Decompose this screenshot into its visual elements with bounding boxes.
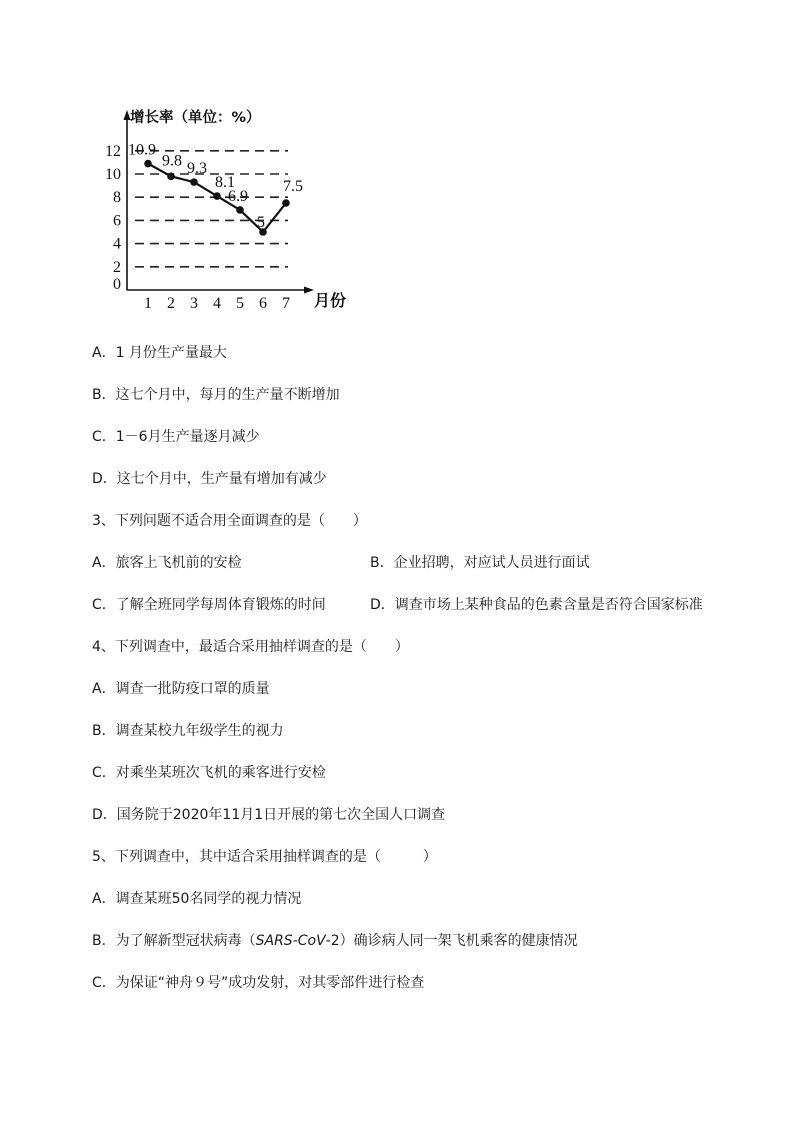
x-axis-arrow (304, 287, 314, 294)
data-label: 9.8 (162, 152, 182, 170)
q5-option-b (92, 931, 578, 951)
y-tick-label: 8 (113, 189, 121, 207)
q3-option-b: B．企业招聘，对应试人员进行面试 (370, 555, 590, 571)
data-point (282, 199, 290, 207)
data-label: 5 (257, 214, 265, 231)
y-axis-title: 增长率（单位：%） (130, 110, 261, 126)
q5-option-a: A．调查某班50名同学的视力情况 (92, 891, 302, 907)
q5-option-c: C．为保证“神舟９号”成功发射，对其零部件进行检查 (92, 975, 425, 991)
y-tick-label: 10 (105, 166, 121, 183)
q4-stem: 4、下列调查中，最适合采用抽样调查的是（ ） (92, 639, 409, 655)
data-point (236, 206, 244, 214)
data-point (167, 173, 175, 181)
q5-virus-code: SARS-CoV (255, 933, 326, 949)
x-tick-label: 3 (190, 295, 198, 312)
q2-option-d: D．这七个月中，生产量有增加有减少 (92, 471, 327, 487)
q3-option-d: D．调查市场上某种食品的色素含量是否符合国家标准 (370, 597, 703, 613)
data-label: 7.5 (283, 178, 303, 195)
x-tick-label: 7 (282, 295, 290, 312)
data-label: 9.3 (187, 160, 207, 178)
y-tick-label: 4 (113, 235, 121, 253)
data-point (190, 178, 198, 186)
y-tick-label: 12 (105, 142, 121, 160)
q4-option-b: B．调查某校九年级学生的视力 (92, 723, 284, 739)
q5-stem: 5、下列调查中，其中适合采用抽样调查的是（ ） (92, 849, 437, 865)
x-tick-label: 4 (213, 295, 221, 312)
q4-option-d: D．国务院于2020年11月1日开展的第七次全国人口调查 (92, 807, 446, 823)
q4-option-c: C．对乘坐某班次飞机的乘客进行安检 (92, 765, 326, 781)
data-label: 6.9 (228, 187, 248, 205)
x-tick-label: 2 (167, 295, 175, 312)
q3-option-a: A．旅客上飞机前的安检 (92, 555, 242, 571)
q2-option-b: B．这七个月中，每月的生产量不断增加 (92, 387, 340, 403)
data-point (213, 192, 221, 200)
q5-option-b-end: -2）确诊病人同一架飞机乘客的健康情况 (325, 933, 578, 949)
x-axis-title: 月份 (314, 291, 347, 310)
y-tick-label: 6 (113, 212, 121, 230)
x-tick-label: 5 (236, 295, 244, 312)
y-tick-label: 2 (113, 258, 121, 276)
data-label: 8.1 (215, 174, 235, 192)
q2-option-a: A．1 月份生产量最大 (92, 345, 227, 361)
x-tick-label: 1 (144, 295, 152, 312)
q5-option-b-start: B．为了解新型冠状病毒（ (92, 933, 256, 949)
q3-option-c: C．了解全班同学每周体育锻炼的时间 (92, 597, 326, 613)
line-chart-svg (90, 100, 370, 320)
y-tick-label: 0 (113, 276, 121, 293)
growth-rate-chart (90, 100, 370, 320)
x-tick-label: 6 (259, 295, 267, 312)
data-label: 10.9 (128, 141, 156, 159)
q3-stem: 3、下列问题不适合用全面调查的是（ ） (92, 513, 367, 529)
q4-option-a: A．调查一批防疫口罩的质量 (92, 681, 270, 697)
data-point (144, 160, 152, 168)
q2-option-c: C．1－6月生产量逐月减少 (92, 429, 260, 445)
